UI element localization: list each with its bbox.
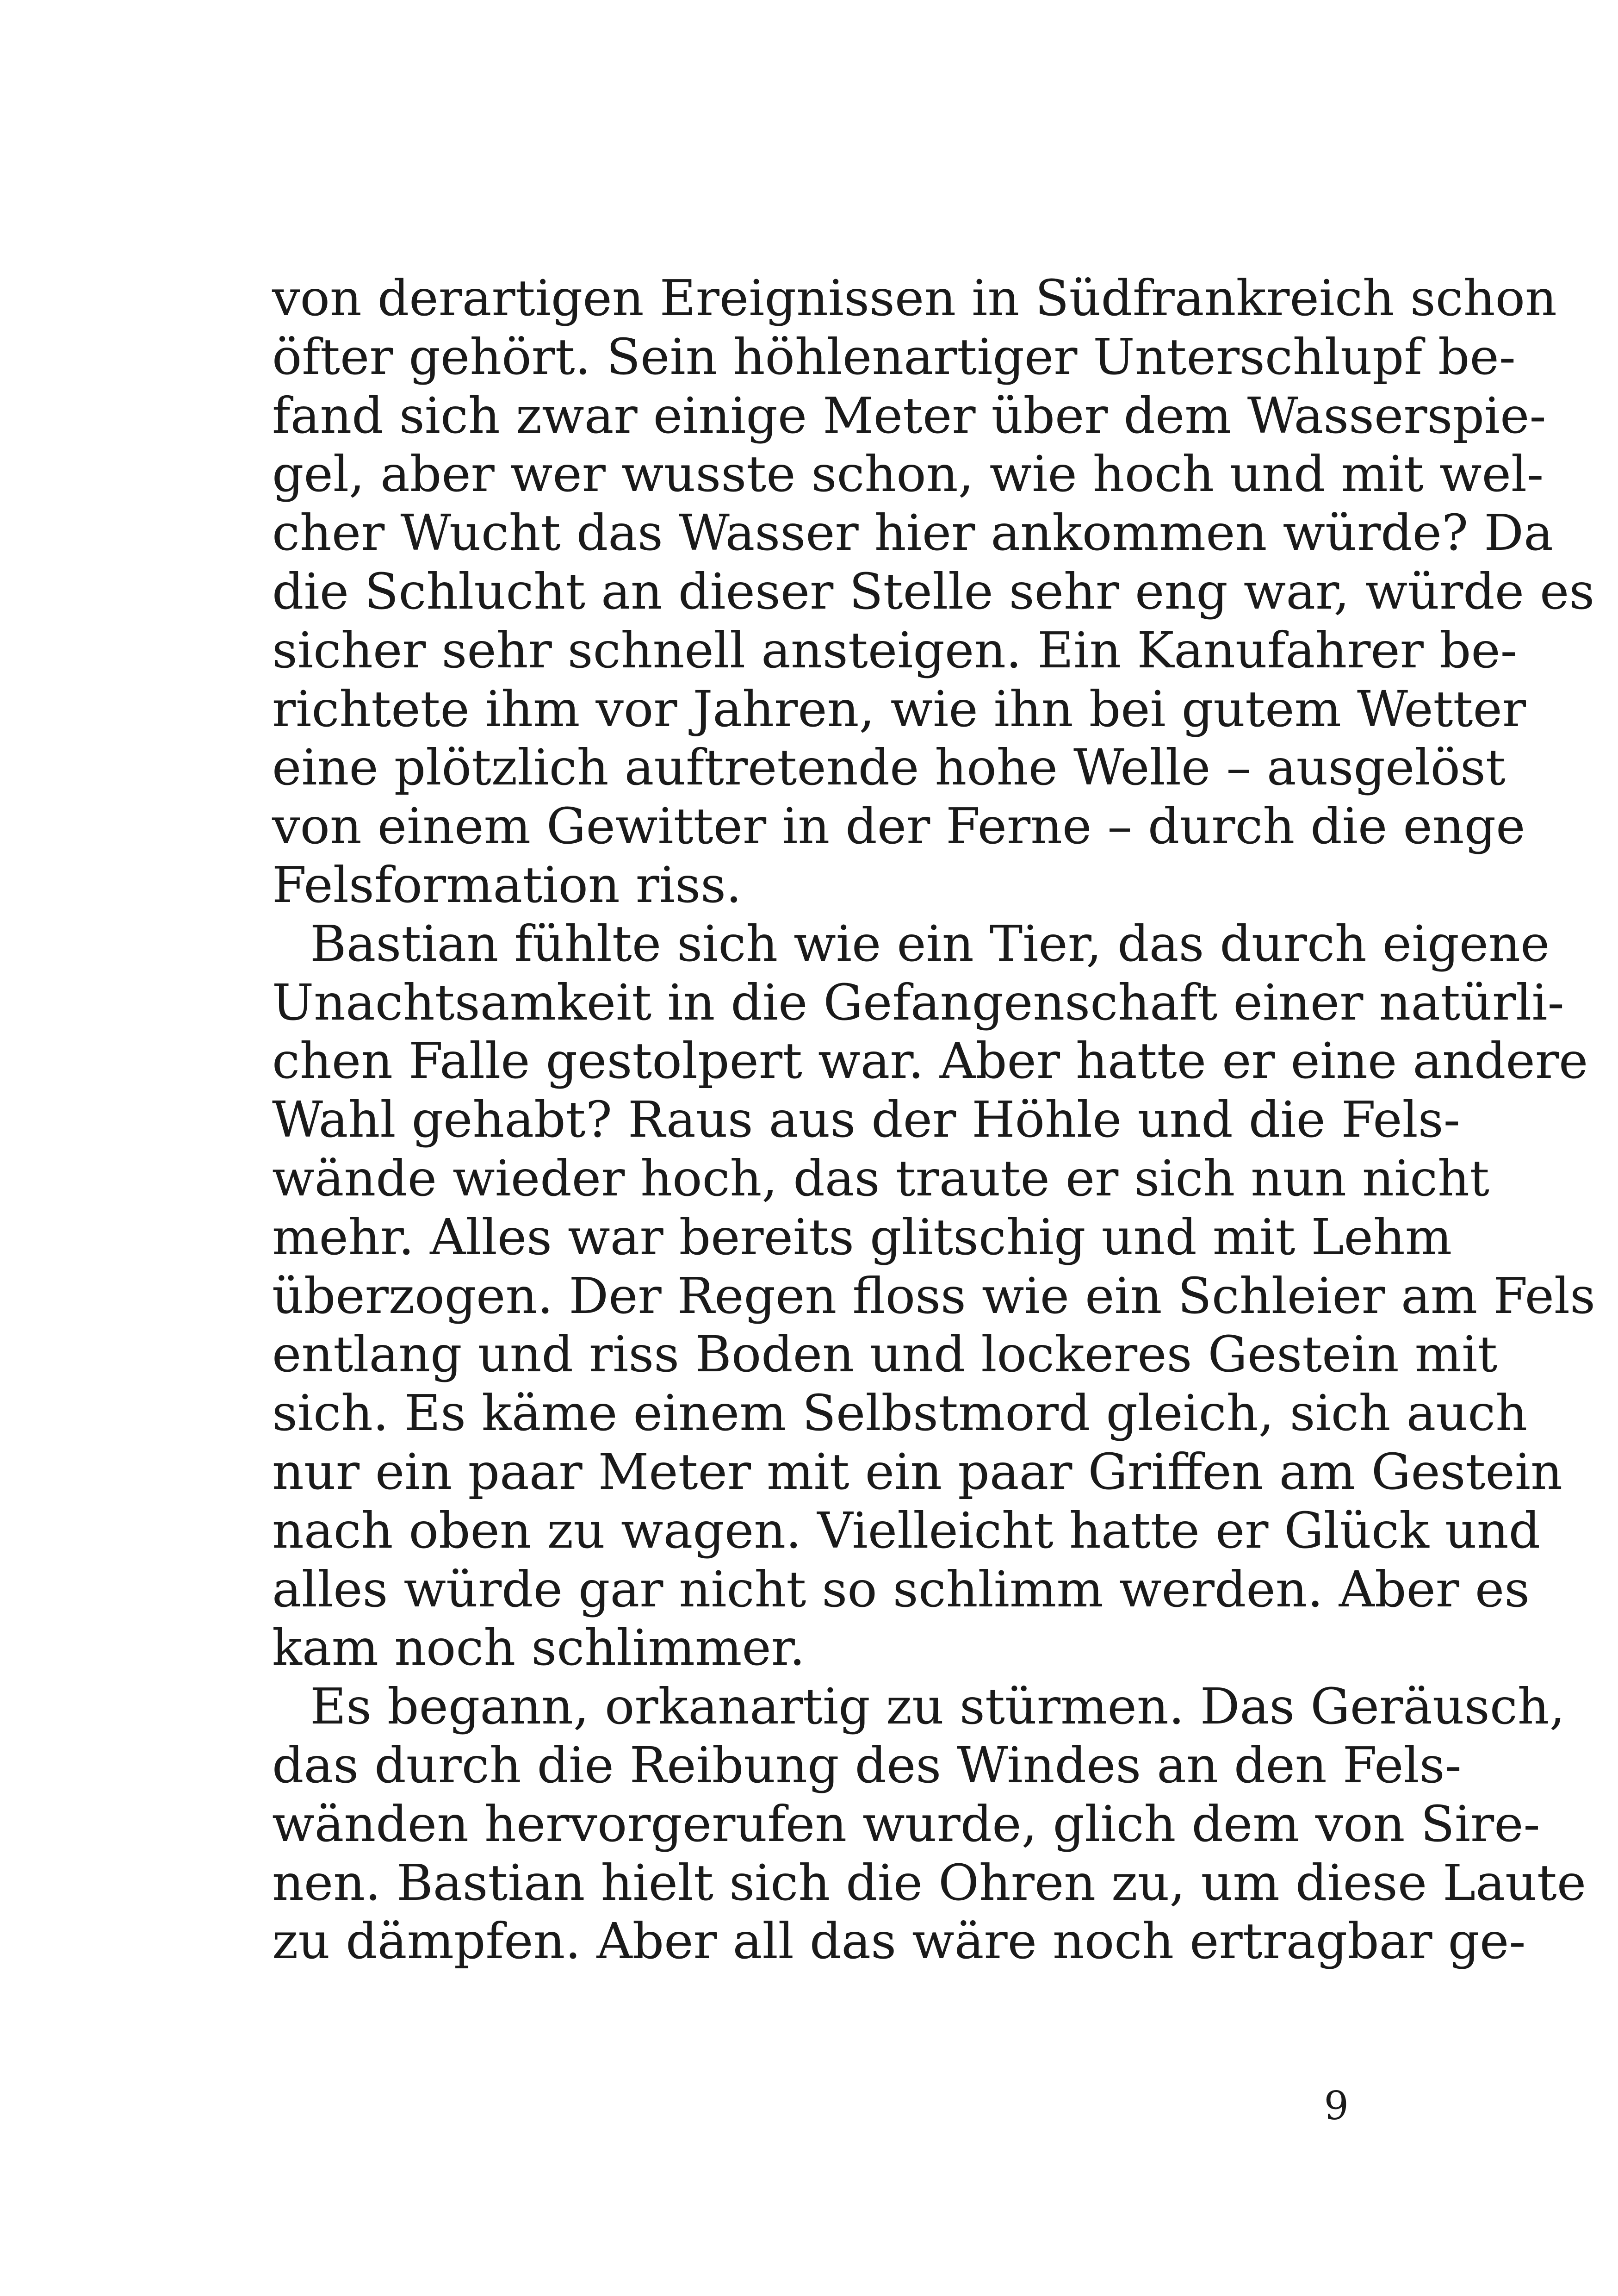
text-line: von einem Gewitter in der Ferne – durch die enge xyxy=(272,798,1525,856)
text-line: von derartigen Ereignissen in Südfrankreich schon xyxy=(272,270,1557,327)
text-line: cher Wucht das Wasser hier ankommen würde? Da xyxy=(272,504,1553,562)
text-line: eine plötzlich auftretende hohe Welle – ausgelöst xyxy=(272,739,1506,797)
body-text xyxy=(272,269,1596,1971)
text-line: wände wieder hoch, das traute er sich nun nicht xyxy=(272,1150,1490,1207)
text-line: fand sich zwar einige Meter über dem Wasserspie- xyxy=(272,387,1546,445)
text-line: chen Falle gestolpert war. Aber hatte er eine andere xyxy=(272,1033,1588,1090)
paragraph-2 xyxy=(272,915,1596,1678)
text-line: richtete ihm vor Jahren, wie ihn bei gutem Wetter xyxy=(272,680,1526,738)
text-line: mehr. Alles war bereits glitschig und mit Lehm xyxy=(272,1208,1452,1266)
text-line: sicher sehr schnell ansteigen. Ein Kanufahrer be- xyxy=(272,622,1517,679)
text-line: Unachtsamkeit in die Gefangenschaft einer natürli- xyxy=(272,974,1564,1032)
text-line: zu dämpfen. Aber all das wäre noch ertragbar ge- xyxy=(272,1913,1526,1971)
text-line: nach oben zu wagen. Vielleicht hatte er Glück und xyxy=(272,1502,1541,1560)
text-line: Wahl gehabt? Raus aus der Höhle und die Fels- xyxy=(272,1091,1460,1149)
text-line: nur ein paar Meter mit ein paar Griffen am Gestein xyxy=(272,1443,1563,1501)
text-line: die Schlucht an dieser Stelle sehr eng war, würde es xyxy=(272,563,1595,621)
paragraph-3 xyxy=(272,1678,1587,1971)
text-line: Felsformation riss. xyxy=(272,856,742,914)
text-line: Bastian fühlte sich wie ein Tier, das durch eigene xyxy=(310,915,1550,973)
text-line: wänden hervorgerufen wurde, glich dem von Sire- xyxy=(272,1795,1540,1853)
text-line: öfter gehört. Sein höhlenartiger Unterschlupf be- xyxy=(272,328,1516,386)
text-line: entlang und riss Boden und lockeres Gestein mit xyxy=(272,1326,1498,1384)
text-line: nen. Bastian hielt sich die Ohren zu, um diese Laute xyxy=(272,1854,1587,1912)
text-line: sich. Es käme einem Selbstmord gleich, sich auch xyxy=(272,1385,1528,1443)
text-line: alles würde gar nicht so schlimm werden. Aber es xyxy=(272,1561,1530,1618)
paragraph-1 xyxy=(272,269,1595,915)
page-number: 9 xyxy=(1324,2083,1349,2128)
text-line: das durch die Reibung des Windes an den Fels- xyxy=(272,1736,1462,1794)
text-line: gel, aber wer wusste schon, wie hoch und mit wel- xyxy=(272,446,1544,504)
text-line: Es begann, orkanartig zu stürmen. Das Geräusch, xyxy=(310,1678,1565,1736)
text-line: überzogen. Der Regen floss wie ein Schleier am Fels xyxy=(272,1267,1596,1325)
text-line: kam noch schlimmer. xyxy=(272,1619,806,1677)
